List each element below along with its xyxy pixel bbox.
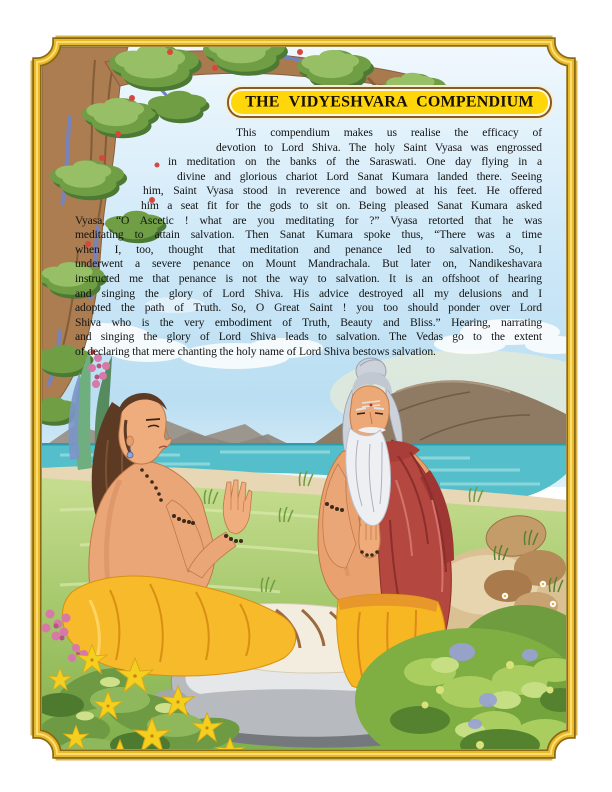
text-line: divine and glorious chariot Lord Sanat Kumara landed there. Seeing [177, 169, 542, 183]
text-line: him a seat fit for the gods to sit on. Being pleased Sanat Kumara asked [141, 198, 542, 212]
text-line: This compendium makes us realise the efficacy of [236, 126, 542, 139]
text-line: and singing the glory of Lord Shiva leads to salvation. The Vedas go to the extent [75, 330, 542, 344]
earring [127, 452, 133, 458]
text-line: and singing the glory of Lord Shiva. His advice destroyed all my delusions and I [75, 286, 542, 300]
text-line: meditating to attain salvation. Then Sanat Kumara spoke thus, “There was a time [75, 228, 542, 242]
text-line: underwent a severe penance on Mount Mandrachala. But later on, Nandikeshavara [75, 257, 542, 271]
text-line: him, Saint Vyasa stood in reverence and bowed at his feet. He offered [143, 184, 542, 198]
text-line: in meditation on the banks of the Saraswati. One day flying in a [168, 155, 542, 169]
text-line: Shiva who is the very embodiment of Truth, Beauty and Bliss.” Hearing, narrating [75, 315, 542, 329]
text-line: adopted the path of Truth. So, O Great Saint ! you too should ponder over Lord [75, 301, 542, 315]
text-line: when I, too, thought that meditation and penance led to salvation. So, I [75, 242, 542, 256]
story-text [75, 126, 542, 360]
text-line: devotion to Lord Shiva. The holy Saint Vyasa was engrossed [216, 140, 542, 154]
title-banner [227, 87, 552, 118]
tilak-mark [370, 404, 373, 407]
text-line: of declaring that mere chanting the holy name of Lord Shiva bestows salvation. [75, 344, 436, 358]
text-line: instructed me that penance is not the way to salvation. It is an offshoot of hearing [75, 271, 542, 285]
page-title: THE VIDYESHVARA COMPENDIUM [245, 93, 534, 110]
text-line: Vyasa, “O Ascetic ! what are you meditating for ?” Vyasa retorted that he was [75, 213, 542, 227]
